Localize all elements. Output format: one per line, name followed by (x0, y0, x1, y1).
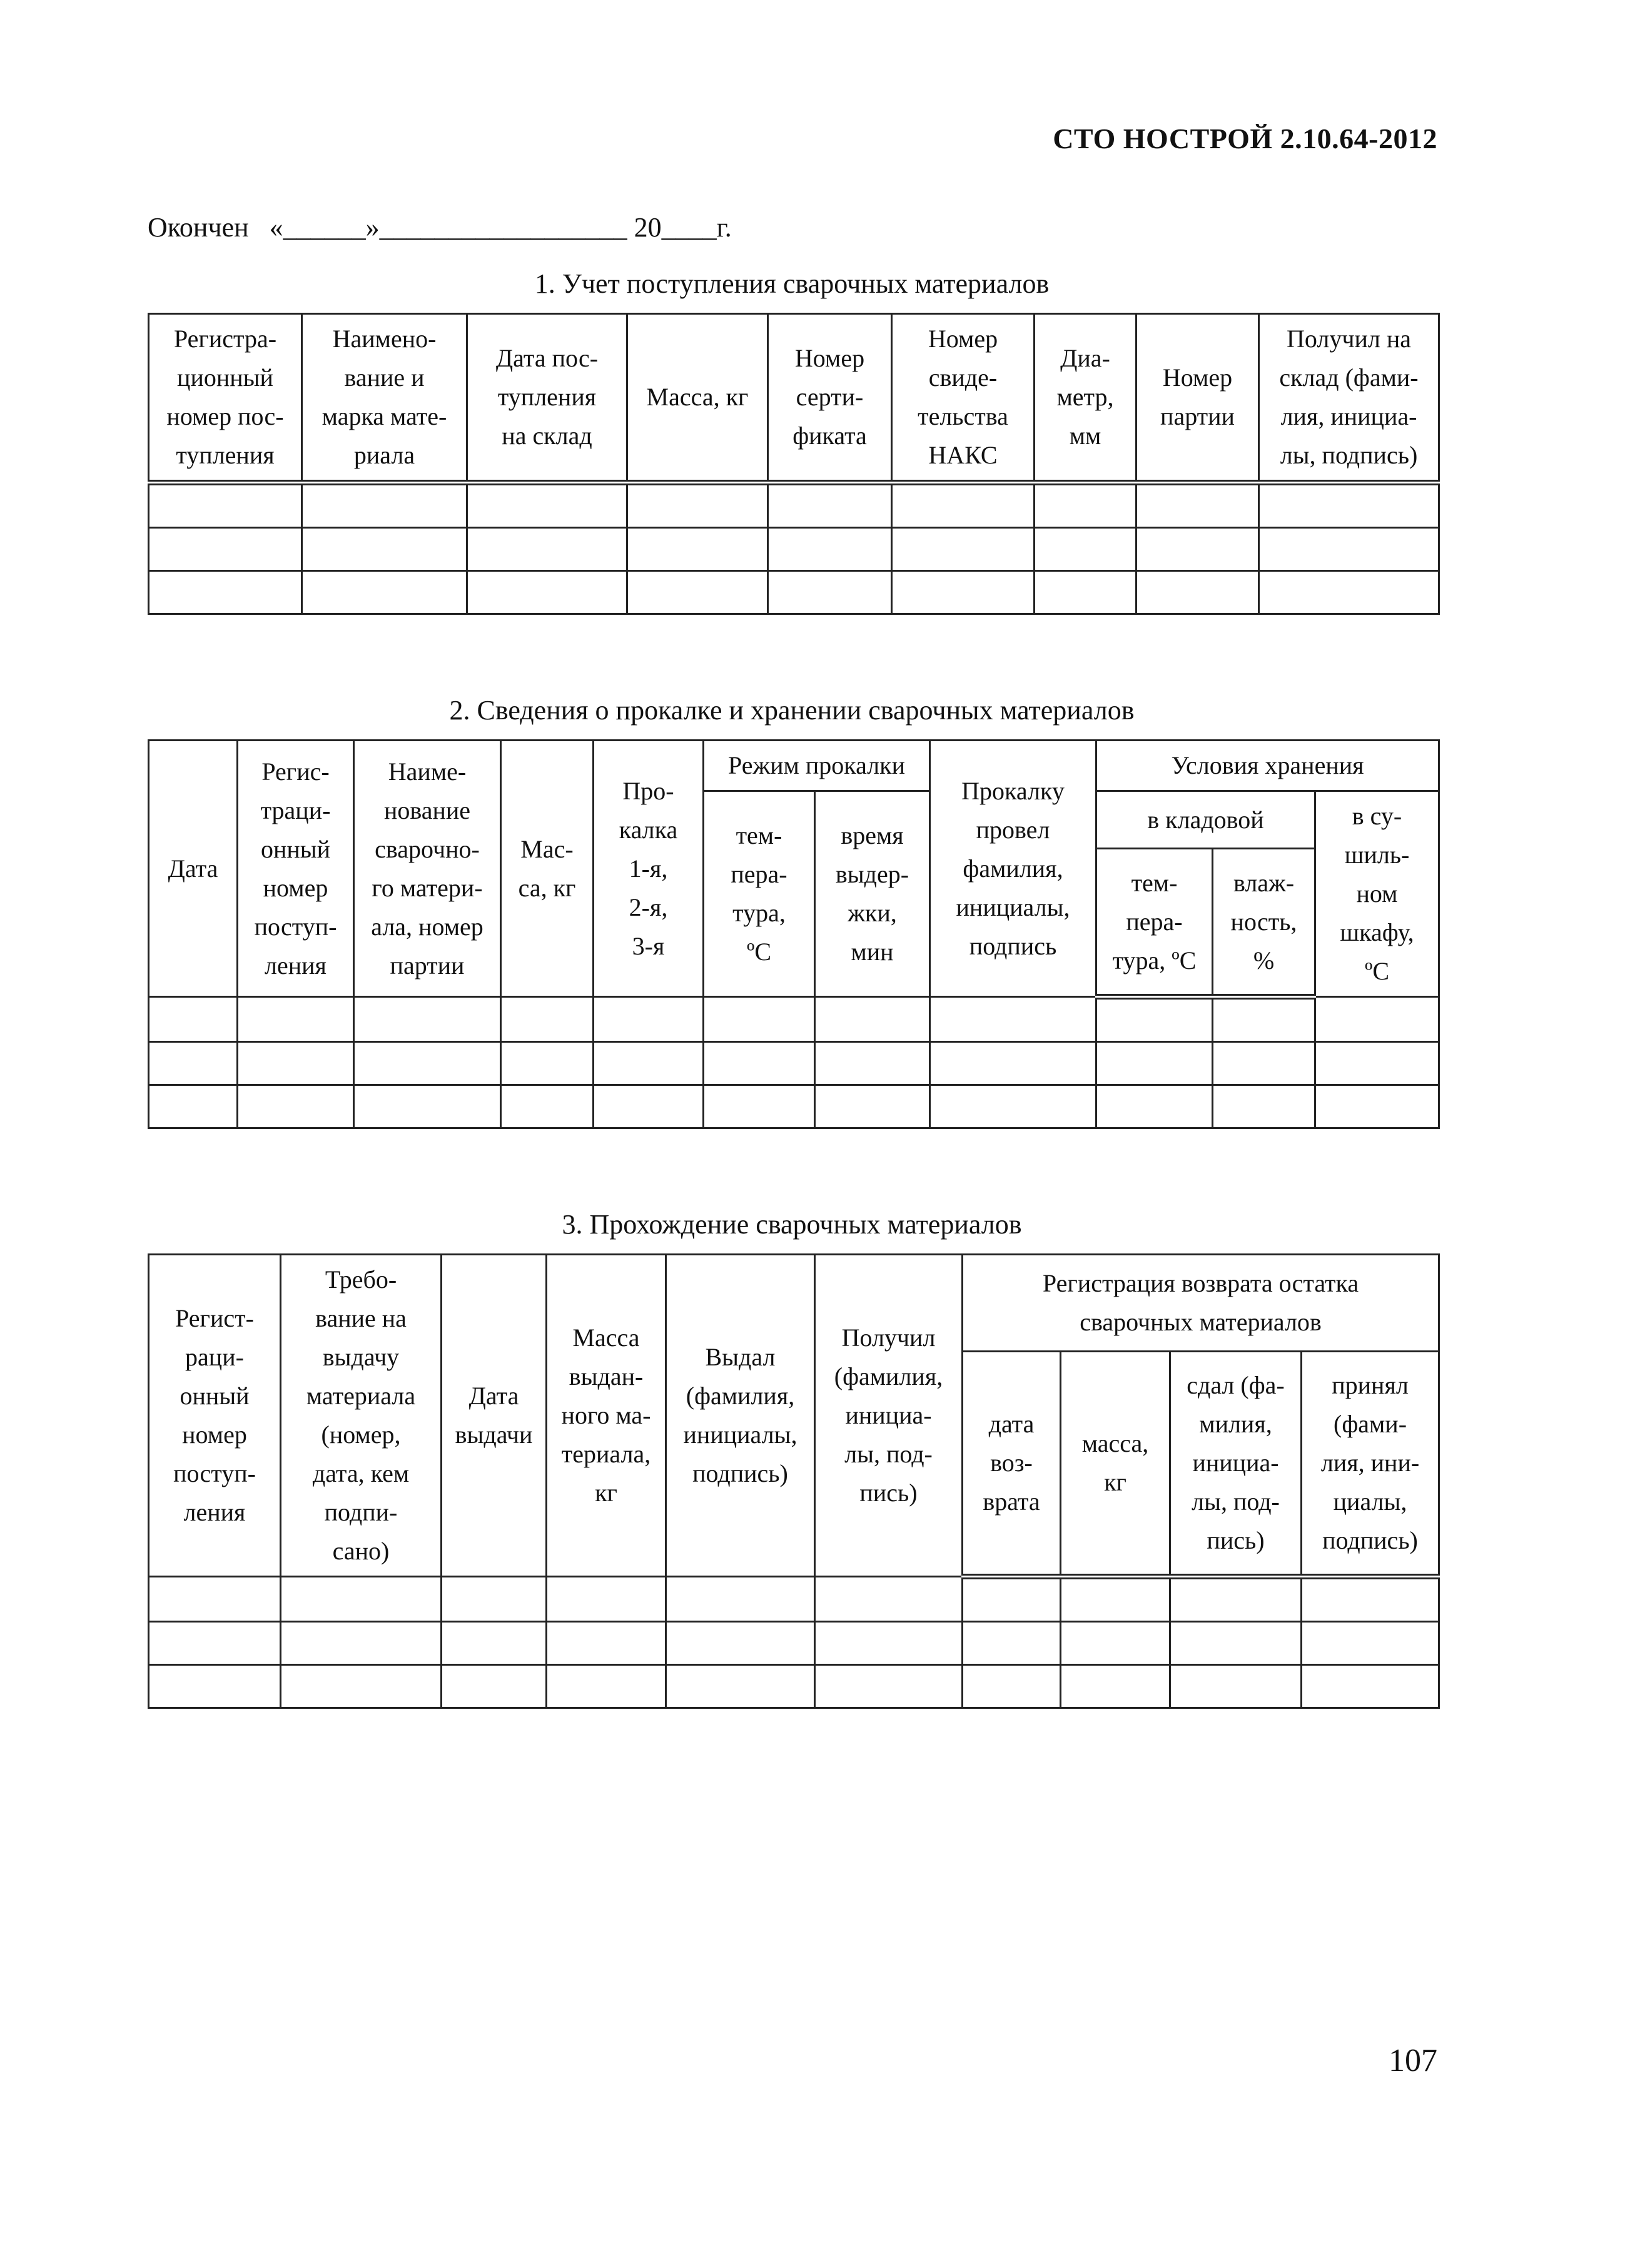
blank-cell[interactable] (501, 997, 594, 1042)
col-performed-by: Прокалку провел фамилия, инициалы, подпись (930, 741, 1096, 997)
blank-cell[interactable] (1096, 1085, 1213, 1128)
blank-cell[interactable] (1302, 1577, 1439, 1622)
blank-cell[interactable] (768, 528, 892, 571)
calcination-table-body (149, 997, 1439, 1128)
col-date: Дата (149, 741, 238, 997)
col-diameter: Диа- метр, мм (1035, 314, 1136, 483)
blank-cell[interactable] (627, 571, 768, 614)
table-row (149, 1665, 1439, 1708)
blank-cell[interactable] (594, 997, 704, 1042)
blank-cell[interactable] (501, 1042, 594, 1085)
blank-cell[interactable] (281, 1577, 442, 1622)
col-accepted: принял (фами- лия, ини- циалы, подпись) (1302, 1352, 1439, 1577)
blank-cell[interactable] (302, 571, 467, 614)
table-row (149, 1622, 1439, 1665)
blank-cell[interactable] (1136, 483, 1259, 528)
col-return-date: дата воз- врата (963, 1352, 1061, 1577)
blank-cell[interactable] (149, 1042, 238, 1085)
blank-cell[interactable] (930, 1042, 1096, 1085)
receipt-table (148, 313, 1440, 615)
blank-cell[interactable] (467, 528, 627, 571)
blank-cell[interactable] (930, 1085, 1096, 1128)
blank-cell[interactable] (1315, 1085, 1439, 1128)
blank-cell[interactable] (594, 1042, 704, 1085)
blank-cell[interactable] (238, 997, 354, 1042)
blank-cell[interactable] (238, 1085, 354, 1128)
table2-title: 2. Сведения о прокалке и хранении сварочных материалов (449, 695, 1135, 726)
col-material-name: Наимено- вание и марка мате- риала (302, 314, 467, 483)
blank-cell[interactable] (149, 997, 238, 1042)
blank-cell[interactable] (627, 528, 768, 571)
blank-cell[interactable] (666, 1577, 815, 1622)
blank-cell[interactable] (1035, 483, 1136, 528)
col-receipt-date: Дата пос- тупления на склад (467, 314, 627, 483)
blank-cell[interactable] (149, 1085, 238, 1128)
blank-cell[interactable] (963, 1665, 1061, 1708)
col-group-storage: Условия хранения (1096, 741, 1439, 791)
col-return-mass: масса, кг (1061, 1352, 1170, 1577)
col-material-name: Наиме- нование сварочно- го матери- ала, номер партии (354, 741, 501, 997)
blank-cell[interactable] (281, 1665, 442, 1708)
blank-cell[interactable] (704, 1085, 815, 1128)
blank-cell[interactable] (815, 997, 930, 1042)
col-received-by: Получил (фамилия, инициа- лы, под- пись) (815, 1255, 963, 1577)
blank-cell[interactable] (768, 571, 892, 614)
blank-cell[interactable] (547, 1622, 666, 1665)
blank-cell[interactable] (1213, 997, 1315, 1042)
blank-cell[interactable] (815, 1085, 930, 1128)
col-group-return: Регистрация возврата остатка сварочных материалов (963, 1255, 1439, 1352)
blank-cell[interactable] (704, 997, 815, 1042)
blank-cell[interactable] (815, 1665, 963, 1708)
blank-cell[interactable] (815, 1577, 963, 1622)
blank-cell[interactable] (666, 1665, 815, 1708)
blank-cell[interactable] (547, 1577, 666, 1622)
blank-cell[interactable] (442, 1577, 547, 1622)
table-row (149, 1042, 1439, 1085)
col-issue-date: Дата выдачи (442, 1255, 547, 1577)
blank-cell[interactable] (1136, 571, 1259, 614)
blank-cell[interactable] (1096, 997, 1213, 1042)
table-row (149, 1577, 1439, 1622)
blank-cell[interactable] (149, 571, 302, 614)
col-reg-number: Регис- траци- онный номер поступ- ления (238, 741, 354, 997)
blank-cell[interactable] (1259, 571, 1439, 614)
col-naks-certificate: Номер свиде- тельства НАКС (892, 314, 1035, 483)
col-reg-number: Регист- раци- онный номер поступ- ления (149, 1255, 281, 1577)
blank-cell[interactable] (1136, 528, 1259, 571)
blank-cell[interactable] (1096, 1042, 1213, 1085)
blank-cell[interactable] (666, 1622, 815, 1665)
col-storeroom-humidity: влаж- ность, % (1213, 849, 1315, 997)
table-row (149, 997, 1439, 1042)
col-request: Требо- вание на выдачу материала (номер, дата, кем подпи- сано) (281, 1255, 442, 1577)
col-batch-number: Номер партии (1136, 314, 1259, 483)
table-row (149, 1085, 1439, 1128)
col-reg-number: Регистра- ционный номер пос- тупления (149, 314, 302, 483)
blank-cell[interactable] (892, 571, 1035, 614)
blank-cell[interactable] (815, 1042, 930, 1085)
blank-cell[interactable] (1302, 1622, 1439, 1665)
finished-date-line: Окончен «______»__________________ 20____г. (148, 212, 732, 243)
col-mass: Мас- са, кг (501, 741, 594, 997)
col-group-storeroom: в кладовой (1096, 791, 1315, 849)
blank-cell[interactable] (627, 483, 768, 528)
blank-cell[interactable] (930, 997, 1096, 1042)
blank-cell[interactable] (281, 1622, 442, 1665)
blank-cell[interactable] (963, 1577, 1061, 1622)
table-row (149, 571, 1439, 614)
blank-cell[interactable] (1170, 1665, 1302, 1708)
blank-cell[interactable] (1035, 571, 1136, 614)
table3-title: 3. Прохождение сварочных материалов (562, 1209, 1022, 1240)
blank-cell[interactable] (1061, 1622, 1170, 1665)
blank-cell[interactable] (302, 528, 467, 571)
blank-cell[interactable] (547, 1665, 666, 1708)
blank-cell[interactable] (467, 483, 627, 528)
blank-cell[interactable] (1302, 1665, 1439, 1708)
blank-cell[interactable] (354, 1042, 501, 1085)
blank-cell[interactable] (1259, 483, 1439, 528)
blank-cell[interactable] (815, 1622, 963, 1665)
standard-code: СТО НОСТРОЙ 2.10.64-2012 (1053, 123, 1437, 154)
blank-cell[interactable] (149, 1577, 281, 1622)
col-mode-temperature: тем- пера- тура, ºС (704, 791, 815, 997)
blank-cell[interactable] (1259, 528, 1439, 571)
blank-cell[interactable] (149, 1665, 281, 1708)
blank-cell[interactable] (892, 528, 1035, 571)
blank-cell[interactable] (1213, 1085, 1315, 1128)
calcination-table (148, 739, 1440, 1129)
blank-cell[interactable] (442, 1622, 547, 1665)
blank-cell[interactable] (238, 1042, 354, 1085)
blank-cell[interactable] (1061, 1665, 1170, 1708)
col-calcination-number: Про- калка 1-я, 2-я, 3-я (594, 741, 704, 997)
blank-cell[interactable] (302, 483, 467, 528)
blank-cell[interactable] (1170, 1622, 1302, 1665)
issue-table-body (149, 1577, 1439, 1708)
blank-cell[interactable] (892, 483, 1035, 528)
blank-cell[interactable] (1170, 1577, 1302, 1622)
blank-cell[interactable] (149, 1622, 281, 1665)
blank-cell[interactable] (1035, 528, 1136, 571)
col-mass: Масса, кг (627, 314, 768, 483)
blank-cell[interactable] (501, 1085, 594, 1128)
blank-cell[interactable] (1315, 997, 1439, 1042)
blank-cell[interactable] (963, 1622, 1061, 1665)
col-storeroom-temperature: тем- пера- тура, ºС (1096, 849, 1213, 997)
page-number: 107 (1389, 2043, 1437, 2078)
blank-cell[interactable] (768, 483, 892, 528)
col-group-calcination-mode: Режим прокалки (704, 741, 930, 791)
table-row (149, 528, 1439, 571)
issue-table (148, 1253, 1440, 1709)
blank-cell[interactable] (467, 571, 627, 614)
col-issued-mass: Масса выдан- ного ма- териала, кг (547, 1255, 666, 1577)
blank-cell[interactable] (1061, 1577, 1170, 1622)
table-row (149, 483, 1439, 528)
blank-cell[interactable] (354, 997, 501, 1042)
col-certificate-number: Номер серти- фиката (768, 314, 892, 483)
blank-cell[interactable] (354, 1085, 501, 1128)
blank-cell[interactable] (149, 528, 302, 571)
table1-title: 1. Учет поступления сварочных материалов (534, 268, 1050, 299)
col-issued-by: Выдал (фамилия, инициалы, подпись) (666, 1255, 815, 1577)
receipt-table-body (149, 483, 1439, 614)
blank-cell[interactable] (1315, 1042, 1439, 1085)
blank-cell[interactable] (442, 1665, 547, 1708)
blank-cell[interactable] (149, 483, 302, 528)
blank-cell[interactable] (1213, 1042, 1315, 1085)
blank-cell[interactable] (704, 1042, 815, 1085)
col-drying-cabinet: в су- шиль- ном шкафу, ºС (1315, 791, 1439, 997)
blank-cell[interactable] (594, 1085, 704, 1128)
col-received-by: Получил на склад (фами- лия, инициа- лы, подпись) (1259, 314, 1439, 483)
col-handed-over: сдал (фа- милия, инициа- лы, под- пись) (1170, 1352, 1302, 1577)
col-mode-time: время выдер- жки, мин (815, 791, 930, 997)
